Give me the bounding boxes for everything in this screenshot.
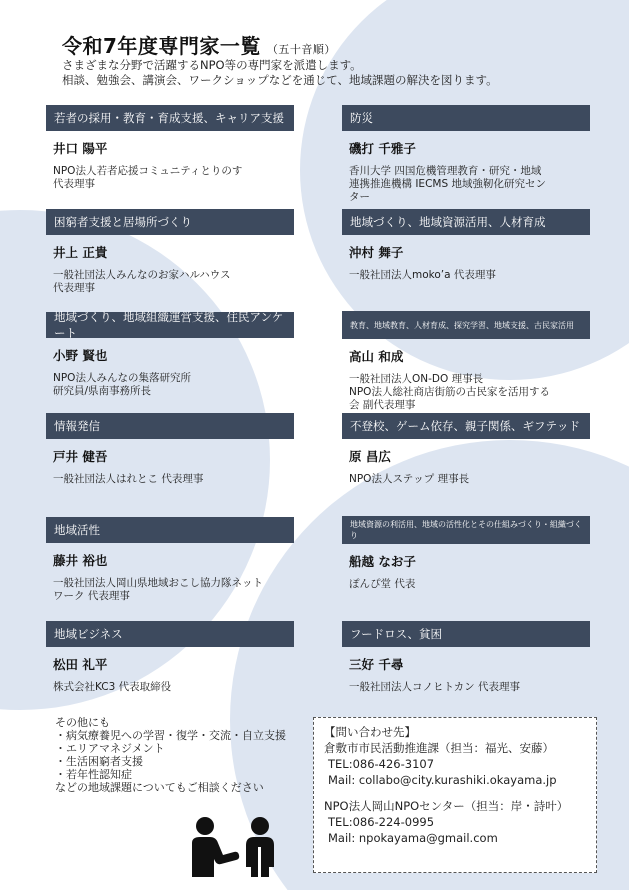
contact-org: NPO法人岡山NPOセンター（担当：岸・詩叶） xyxy=(324,799,569,813)
expert-role xyxy=(342,681,590,694)
expert-role xyxy=(46,577,294,603)
expert-card xyxy=(342,413,590,486)
expert-name: 藤井 裕也 xyxy=(53,553,108,568)
other-topics xyxy=(55,716,286,794)
expert-role xyxy=(46,372,294,398)
category-bar: 情報発信 xyxy=(46,413,294,439)
expert-name: 磯打 千雅子 xyxy=(349,141,416,156)
other-line: その他にも xyxy=(55,716,110,729)
expert-name: 小野 賢也 xyxy=(53,348,108,363)
page-title xyxy=(62,30,336,59)
expert-card xyxy=(342,209,590,282)
expert-name: 原 昌広 xyxy=(349,449,391,464)
role-line: 代表理事 xyxy=(53,282,95,294)
other-line: ・病気療養児への学習・復学・交流・自立支援 xyxy=(55,729,286,742)
expert-name: 井上 正貴 xyxy=(53,245,108,260)
expert-card xyxy=(342,105,590,204)
role-line: 連携推進機構 IECMS 地域強靭化研究セン xyxy=(349,178,546,190)
expert-card xyxy=(46,105,294,191)
expert-name: 戸井 健吾 xyxy=(53,449,108,464)
role-line: 研究員/県南事務所長 xyxy=(53,385,152,397)
expert-card xyxy=(46,209,294,295)
expert-name: 松田 礼平 xyxy=(53,657,108,672)
expert-role xyxy=(46,165,294,191)
expert-name: 井口 陽平 xyxy=(53,141,108,156)
role-line: 一般社団法人みんなのお家ハルハウス xyxy=(53,269,231,281)
role-line: ワーク 代表理事 xyxy=(53,590,130,602)
contact-spacer xyxy=(324,788,586,798)
intro-line: さまざまな分野で活躍するNPO等の専門家を派遣します。 xyxy=(62,58,362,72)
category-bar: 地域づくり、地域組織運営支援、住民アンケート xyxy=(46,312,294,338)
expert-role xyxy=(342,269,590,282)
expert-name: 三好 千尋 xyxy=(349,657,404,672)
role-line: 会 副代表理事 xyxy=(349,399,416,411)
role-line: 香川大学 四国危機管理教育・研究・地域 xyxy=(349,165,542,177)
category-bar: 防災 xyxy=(342,105,590,131)
other-line: などの地域課題についてもご相談ください xyxy=(55,781,264,794)
expert-role xyxy=(46,473,294,486)
expert-card xyxy=(342,311,590,412)
category-bar: 不登校、ゲーム依存、親子関係、ギフテッド xyxy=(342,413,590,439)
expert-name: 船越 なお子 xyxy=(349,554,416,569)
expert-name: 沖村 舞子 xyxy=(349,245,404,260)
expert-name: 高山 和成 xyxy=(349,349,404,364)
role-line: NPO法人ステップ 理事長 xyxy=(349,473,470,485)
expert-role xyxy=(46,681,294,694)
expert-role xyxy=(342,578,590,591)
category-bar: 地域づくり、地域資源活用、人材育成 xyxy=(342,209,590,235)
other-line: ・若年性認知症 xyxy=(55,768,132,781)
category-bar: 地域活性 xyxy=(46,517,294,543)
contact-box xyxy=(313,717,597,873)
other-line: ・生活困窮者支援 xyxy=(55,755,143,768)
expert-card xyxy=(46,312,294,398)
category-bar: 若者の採用・教育・育成支援、キャリア支援 xyxy=(46,105,294,131)
expert-role xyxy=(342,473,590,486)
contact-tel: TEL:086-426-3107 xyxy=(328,757,435,771)
contact-mail[interactable]: Mail: npokayama@gmail.com xyxy=(328,831,498,845)
role-line: ター xyxy=(349,191,370,203)
other-line: ・エリアマネジメント xyxy=(55,742,165,755)
category-bar: 地域資源の利活用、地域の活性化とその仕組みづくり・組織づくり xyxy=(342,516,590,544)
title-sort-note: （五十音順） xyxy=(266,43,336,56)
role-line: NPO法人みんなの集落研究所 xyxy=(53,372,191,384)
role-line: 一般社団法人岡山県地域おこし協力隊ネット xyxy=(53,577,263,589)
expert-card xyxy=(46,621,294,694)
expert-card xyxy=(46,517,294,603)
role-line: 代表理事 xyxy=(53,178,95,190)
contact-heading: 【問い合わせ先】 xyxy=(324,725,416,739)
category-bar: 教育、地域教育、人材育成、探究学習、地域支援、古民家活用 xyxy=(342,311,590,339)
role-line: 一般社団法人はれとこ 代表理事 xyxy=(53,473,204,485)
role-line: ぽんぴ堂 代表 xyxy=(349,578,416,590)
contact-org: 倉敷市市民活動推進課（担当：福光、安藤） xyxy=(324,741,554,755)
people-consulting-icon xyxy=(188,815,278,877)
intro-text xyxy=(62,58,498,88)
expert-card xyxy=(46,413,294,486)
role-line: 一般社団法人moko’a 代表理事 xyxy=(349,269,496,281)
category-bar: 困窮者支援と居場所づくり xyxy=(46,209,294,235)
category-bar: 地域ビジネス xyxy=(46,621,294,647)
role-line: 株式会社KC3 代表取締役 xyxy=(53,681,172,693)
expert-card xyxy=(342,621,590,694)
expert-role xyxy=(342,373,590,412)
role-line: NPO法人若者応援コミュニティとりのす xyxy=(53,165,243,177)
contact-tel: TEL:086-224-0995 xyxy=(328,815,435,829)
role-line: NPO法人総社商店街筋の古民家を活用する xyxy=(349,386,550,398)
role-line: 一般社団法人ON-DO 理事長 xyxy=(349,373,484,385)
expert-card xyxy=(342,516,590,591)
intro-line: 相談、勉強会、講演会、ワークショップなどを通じて、地域課題の解決を図ります。 xyxy=(62,73,498,87)
role-line: 一般社団法人コノヒトカン 代表理事 xyxy=(349,681,521,693)
title-text: 令和7年度専門家一覧 xyxy=(62,34,261,58)
category-bar: フードロス、貧困 xyxy=(342,621,590,647)
expert-role xyxy=(46,269,294,295)
expert-role xyxy=(342,165,590,204)
contact-mail[interactable]: Mail: collabo@city.kurashiki.okayama.jp xyxy=(328,773,557,787)
